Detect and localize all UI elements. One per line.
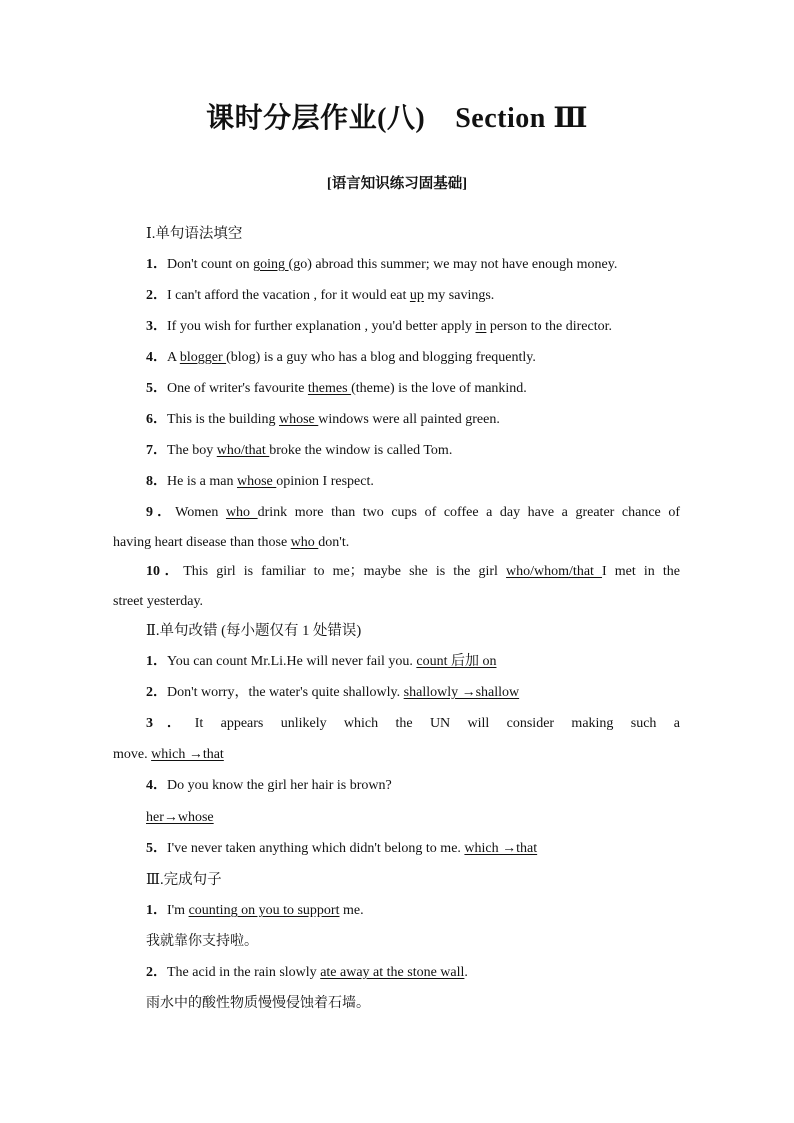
page-title xyxy=(0,96,794,136)
part3-item-2 xyxy=(146,964,468,982)
answer-blank: in xyxy=(475,319,487,334)
item-text: (go) abroad this summer; we may not have enough money. xyxy=(288,257,618,272)
item-text: He is a man xyxy=(167,474,237,489)
part1-item-10 xyxy=(146,563,680,581)
item-text: don't. xyxy=(318,535,350,550)
item-number: 3． xyxy=(146,319,167,334)
part2-item-2 xyxy=(146,684,519,702)
answer-blank: themes xyxy=(307,381,352,396)
item-text: (theme) is the love of mankind. xyxy=(351,381,527,396)
part2-heading xyxy=(146,622,361,640)
item-number: 1． xyxy=(146,654,167,669)
item-text: street yesterday. xyxy=(113,594,204,609)
part3-item-1-translation: 我就靠你支持啦。 xyxy=(146,933,258,949)
answer-blank: up xyxy=(409,288,424,303)
part1-item-9-cont xyxy=(113,534,349,552)
item-text: (blog) is a guy who has a blog and blogging frequently. xyxy=(226,350,536,365)
answer-blank: whose xyxy=(236,474,277,489)
answer-blank: counting on you to support xyxy=(188,903,340,918)
item-number: 1． xyxy=(146,257,167,272)
item-number: 4． xyxy=(146,350,167,365)
part1-heading: Ⅰ.单句语法填空 xyxy=(146,226,243,242)
part1-item-1 xyxy=(146,256,617,274)
part3-item-1 xyxy=(146,902,364,920)
item-number: 7． xyxy=(146,443,167,458)
part2-item-1 xyxy=(146,653,496,671)
item-text: It appears unlikely which the UN will consider making such a xyxy=(194,716,680,731)
item-text: my savings. xyxy=(423,288,495,303)
answer-blank: ate away at the stone wall xyxy=(320,965,465,980)
item-text: This is the building xyxy=(167,412,279,427)
part1-item-6 xyxy=(146,411,500,429)
item-number: 10． xyxy=(146,564,184,579)
item-text: One of writer's favourite xyxy=(167,381,308,396)
item-text: Don't worry，the water's quite shallowly. xyxy=(167,685,404,700)
part2-note: (每小题仅有 1 处错误) xyxy=(221,623,362,639)
item-text: I can't afford the vacation , for it would eat xyxy=(167,288,410,303)
item-text: Women xyxy=(175,505,226,520)
item-text: having heart disease than those xyxy=(113,535,291,550)
item-number: 2． xyxy=(146,288,167,303)
part1-item-7 xyxy=(146,442,452,460)
part2-item-3-cont xyxy=(113,746,224,764)
item-text: drink more than two cups of coffee a day have a greater chance of xyxy=(257,505,680,520)
item-text: person to the director. xyxy=(486,319,612,334)
answer-blank: who/that xyxy=(216,443,270,458)
item-number: 1． xyxy=(146,903,167,918)
part1-item-9 xyxy=(146,504,680,522)
part2-item-4 xyxy=(146,777,392,795)
item-text: . xyxy=(464,965,468,980)
item-text: This girl is familiar to me；maybe she is the girl xyxy=(183,564,507,579)
answer-blank: blogger xyxy=(179,350,227,365)
part1-item-8 xyxy=(146,473,374,491)
part1-item-2 xyxy=(146,287,494,305)
item-text: If you wish for further explanation , you'd better apply xyxy=(167,319,476,334)
answer-blank: her→whose xyxy=(146,810,214,825)
part2-heading-text: Ⅱ.单句改错 xyxy=(146,623,218,639)
item-text: You can count Mr.Li.He will never fail you. xyxy=(167,654,417,669)
part1-item-10-cont xyxy=(113,593,203,611)
item-number: 9． xyxy=(146,505,176,520)
answer-blank: shallowly →shallow xyxy=(403,685,520,700)
item-text: The boy xyxy=(167,443,217,458)
item-text: me. xyxy=(339,903,364,918)
answer-blank: count 后加 on xyxy=(416,654,497,669)
item-text: Don't count on xyxy=(167,257,254,272)
item-text: The acid in the rain slowly xyxy=(167,965,321,980)
answer-blank: which →that xyxy=(464,841,538,856)
part1-item-3 xyxy=(146,318,612,336)
item-number: 5． xyxy=(146,841,167,856)
item-text: move. xyxy=(113,747,152,762)
item-number: 8． xyxy=(146,474,167,489)
item-text: I've never taken anything which didn't belong to me. xyxy=(167,841,465,856)
answer-blank: who/whom/that xyxy=(506,564,603,579)
title-section: Section Ⅲ xyxy=(455,103,588,134)
part3-heading: Ⅲ.完成句子 xyxy=(146,872,222,888)
answer-blank: whose xyxy=(279,412,319,427)
item-text: opinion I respect. xyxy=(276,474,374,489)
item-number: 5． xyxy=(146,381,167,396)
item-text: windows were all painted green. xyxy=(318,412,500,427)
item-text: broke the window is called Tom. xyxy=(269,443,453,458)
item-number: 2． xyxy=(146,685,167,700)
item-number: 3． xyxy=(146,716,195,731)
part1-item-5 xyxy=(146,380,527,398)
part3-item-2-translation: 雨水中的酸性物质慢慢侵蚀着石墙。 xyxy=(146,995,370,1011)
page-subtitle: [语言知识练习固基础] xyxy=(326,176,468,192)
answer-blank: going xyxy=(253,257,289,272)
answer-blank: who xyxy=(225,505,258,520)
part2-item-4-answer xyxy=(146,809,214,827)
item-number: 2． xyxy=(146,965,167,980)
item-text: A xyxy=(167,350,180,365)
part2-item-5 xyxy=(146,840,537,858)
item-number: 6． xyxy=(146,412,167,427)
item-number: 4． xyxy=(146,778,167,793)
part2-item-3 xyxy=(146,715,680,733)
item-text: Do you know the girl her hair is brown? xyxy=(167,778,392,793)
answer-blank: which →that xyxy=(151,747,224,762)
part1-item-4 xyxy=(146,349,536,367)
title-text: 课时分层作业(八) xyxy=(206,103,426,134)
answer-blank: who xyxy=(290,535,319,550)
item-text: I'm xyxy=(167,903,189,918)
item-text: I met in the xyxy=(602,564,680,579)
